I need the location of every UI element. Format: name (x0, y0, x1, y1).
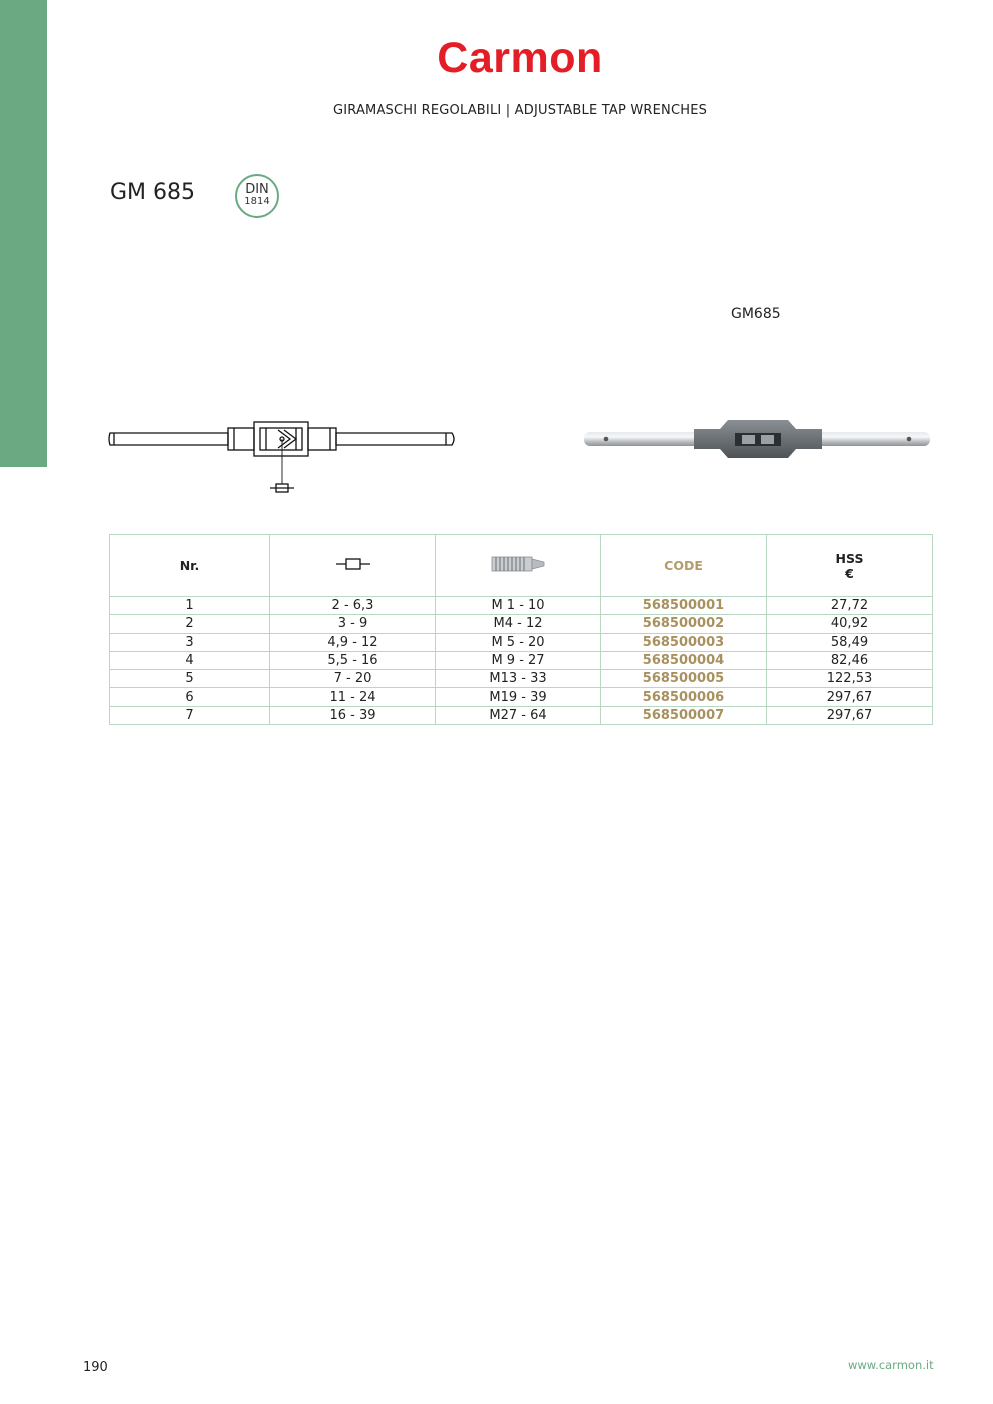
cell-thread: M 9 - 27 (436, 651, 601, 669)
cell-thread: M4 - 12 (436, 615, 601, 633)
din-badge-label: DIN (245, 182, 269, 197)
cell-size: 4,9 - 12 (270, 633, 436, 651)
cell-code: 568500006 (601, 688, 767, 706)
column-header-hss-price (767, 535, 933, 597)
cell-code: 568500004 (601, 651, 767, 669)
currency-label: € (845, 565, 854, 581)
specification-table (109, 534, 933, 725)
column-header-size (270, 535, 436, 597)
cell-nr: 7 (110, 706, 270, 724)
cell-price: 122,53 (767, 670, 933, 688)
din-standard-badge (235, 174, 279, 218)
cell-thread: M19 - 39 (436, 688, 601, 706)
hss-label: HSS (835, 550, 864, 566)
tap-wrench-photo (582, 414, 934, 474)
table-row (110, 633, 933, 651)
column-header-thread (436, 535, 601, 597)
cell-thread: M27 - 64 (436, 706, 601, 724)
cell-nr: 3 (110, 633, 270, 651)
tap-wrench-technical-drawing (106, 414, 458, 498)
cell-code: 568500007 (601, 706, 767, 724)
cell-size: 7 - 20 (270, 670, 436, 688)
cell-size: 16 - 39 (270, 706, 436, 724)
cell-code: 568500002 (601, 615, 767, 633)
table-row (110, 597, 933, 615)
cell-price: 40,92 (767, 615, 933, 633)
cell-size: 2 - 6,3 (270, 597, 436, 615)
table-row (110, 615, 933, 633)
website-link[interactable]: www.carmon.it (848, 1358, 934, 1372)
square-size-icon (336, 556, 370, 572)
table-row (110, 670, 933, 688)
cell-nr: 5 (110, 670, 270, 688)
cell-price: 82,46 (767, 651, 933, 669)
cell-thread: M13 - 33 (436, 670, 601, 688)
cell-nr: 2 (110, 615, 270, 633)
cell-size: 3 - 9 (270, 615, 436, 633)
product-title: GM 685 (110, 180, 196, 205)
din-badge-number: 1814 (244, 196, 270, 207)
carmon-logo: Carmon (437, 34, 603, 82)
column-header-code: CODE (601, 535, 767, 597)
cell-price: 297,67 (767, 688, 933, 706)
table-header-row (110, 535, 933, 597)
cell-nr: 1 (110, 597, 270, 615)
table-row (110, 651, 933, 669)
cell-code: 568500003 (601, 633, 767, 651)
cell-thread: M 5 - 20 (436, 633, 601, 651)
column-header-nr: Nr. (110, 535, 270, 597)
cell-nr: 4 (110, 651, 270, 669)
table-row (110, 706, 933, 724)
page-number: 190 (83, 1360, 108, 1375)
tap-thread-icon (490, 553, 546, 575)
page-subtitle: GIRAMASCHI REGOLABILI | ADJUSTABLE TAP WRENCHES (332, 103, 708, 118)
cell-code: 568500001 (601, 597, 767, 615)
cell-price: 58,49 (767, 633, 933, 651)
cell-nr: 6 (110, 688, 270, 706)
cell-size: 5,5 - 16 (270, 651, 436, 669)
cell-thread: M 1 - 10 (436, 597, 601, 615)
table-row (110, 688, 933, 706)
cell-code: 568500005 (601, 670, 767, 688)
cell-price: 297,67 (767, 706, 933, 724)
photo-label: GM685 (731, 306, 781, 322)
cell-size: 11 - 24 (270, 688, 436, 706)
cell-price: 27,72 (767, 597, 933, 615)
